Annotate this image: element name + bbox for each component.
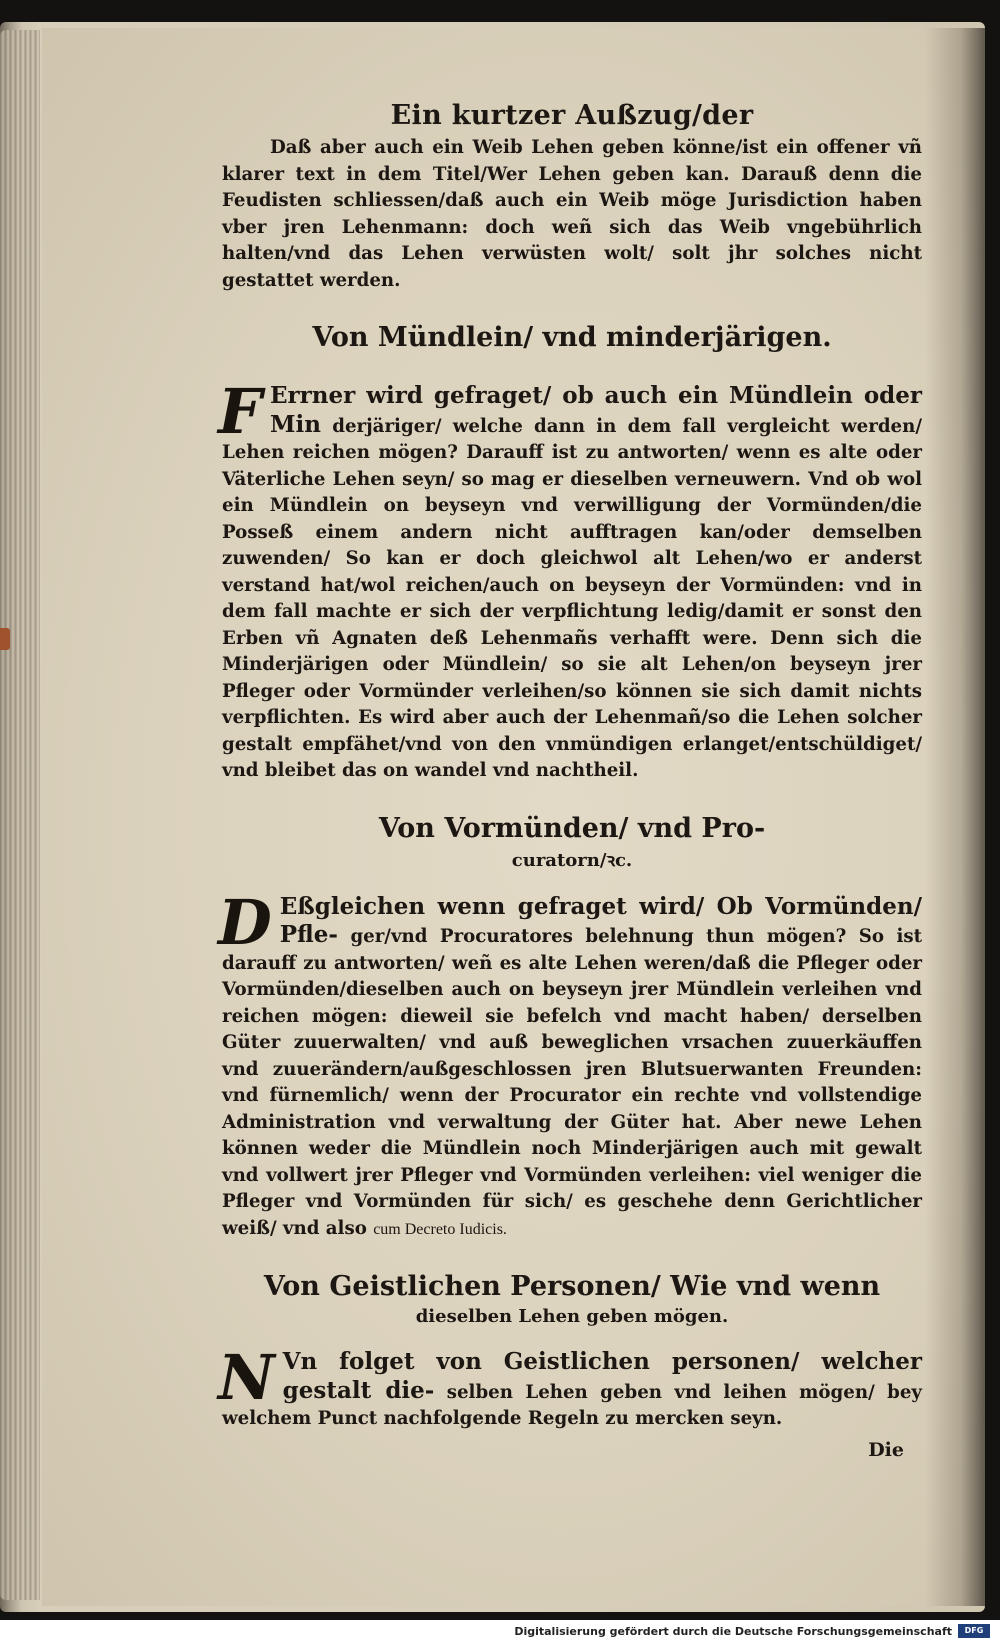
drop-cap-initial: D	[218, 885, 272, 959]
drop-cap-initial: F	[218, 375, 263, 448]
paragraph-muendlein	[218, 375, 922, 785]
footer-credit: Digitalisierung gefördert durch die Deutsche Forschungsgemeinschaft	[514, 1625, 952, 1638]
paragraph-body: selben Lehen geben vnd leihen mögen/ bey welchem Punct nachfolgende Regeln zu mercken seyn.	[222, 1381, 922, 1429]
heading-geistliche: Von Geistlichen Personen/ Wie vnd wenn	[263, 1271, 881, 1302]
subheading-vormuenden: curatorn/ꝛc.	[511, 849, 633, 871]
latin-phrase: cum Decreto Iudicis.	[373, 1220, 507, 1238]
subheading-geistliche: dieselben Lehen geben mögen.	[415, 1306, 729, 1327]
paragraph-first-line: Eßgleichen wenn gefraget wird/ Ob Vormünden/ Pfle-	[279, 892, 922, 948]
heading-muendlein: Von Mündlein/ vnd minderjärigen.	[312, 322, 832, 353]
bookmark-tab	[0, 628, 10, 650]
dfg-logo[interactable]: DFG	[958, 1624, 990, 1638]
page-text	[218, 100, 922, 1461]
footer-bar	[0, 1620, 1000, 1643]
paragraph-body: derjäriger/ welche dann in dem fall vergleicht werden/ Lehen reichen mögen? Darauff ist zu antworten/ wenn es alte oder Väterliche Lehen seyn/ so mag er dieselben verneuwern. Vnd ob wol ein Mündlein on beyseyn vnd verwilligung der Vormünden/die Posseß einem andern nicht aufftragen kan/oder demselben zuwenden/ So kan er doch gleichwol alt Lehen/wo er anderst verstand hat/wol reichen/auch on beyseyn der Vormünden: vnd in dem fall machte er sich der verpflichtung ledig/damit er sonst den Erben vñ Agnaten deß Lehenmañs verhafft were. Denn sich die Minderjärigen oder Mündlein/ so sie alt Lehen/on beyseyn jrer Pfleger oder Vormünder verleihen/so können sie sich damit nichts verpflichten. Es wird aber auch der Lehenmañ/so die Lehen solcher gestalt empfähet/vnd von den vnmündigen erlanget/entschüldiget/ vnd bleibet das on wandel vnd nachtheil.	[222, 415, 922, 781]
heading-vormuenden: Von Vormünden/ vnd Pro-	[378, 812, 766, 844]
paragraph-first-line: Vn folget von Geistlichen personen/ welcher gestalt die-	[282, 1348, 922, 1404]
paragraph-geistliche	[218, 1341, 922, 1433]
paragraph-body: ger/vnd Procuratores belehnung thun mögen? So ist darauff zu antworten/ weñ es alte Lehen weren/daß die Pfleger oder Vormünden/dieselben auch on beyseyn jrer Mündlein verleihen vnd reichen mögen: dieweil sie befelch vnd macht haben/ derselben Güter zuuerwalten/ vnd auß beweglichen vrsachen zuuerkäuffen vnd zuuerändern/außgeschlossen jren Blutsuerwanten Freunden: vnd fürnemlich/ wenn der Procurator ein rechte vnd vollstendige Administration vnd verwaltung der Güter hat. Aber newe Lehen können weder die Mündlein noch Minderjärigen auch mit gewalt vnd vollwert jrer Pfleger vnd Vormünden verleihen: viel weniger die Pfleger vnd Vormünden für sich/ es geschehe denn Gerichtlicher weiß/ vnd also	[222, 926, 922, 1239]
catchword: Die	[868, 1438, 904, 1461]
page-edges	[0, 30, 40, 1600]
intro-text: Daß aber auch ein Weib Lehen geben könne/ist ein offener vñ klarer text in dem Titel/Wer Lehen geben kan. Darauß denn die Feudisten schliessen/daß auch ein Weib möge Jurisdiction haben vber jren Lehenmann: doch weñ sich das Weib vngebührlich halten/vnd das Lehen verwüsten wolt/ solt jhr solches nicht gestattet werden.	[222, 137, 922, 291]
intro-paragraph	[222, 135, 922, 294]
running-head: Ein kurtzer Außzug/der	[390, 100, 754, 131]
spine-shadow	[925, 28, 985, 1606]
drop-cap-initial: N	[218, 1341, 275, 1414]
paragraph-vormuenden	[218, 885, 922, 1244]
paragraph-first-line: Errner wird gefraget/ ob auch ein Mündlein oder Min	[270, 382, 922, 438]
